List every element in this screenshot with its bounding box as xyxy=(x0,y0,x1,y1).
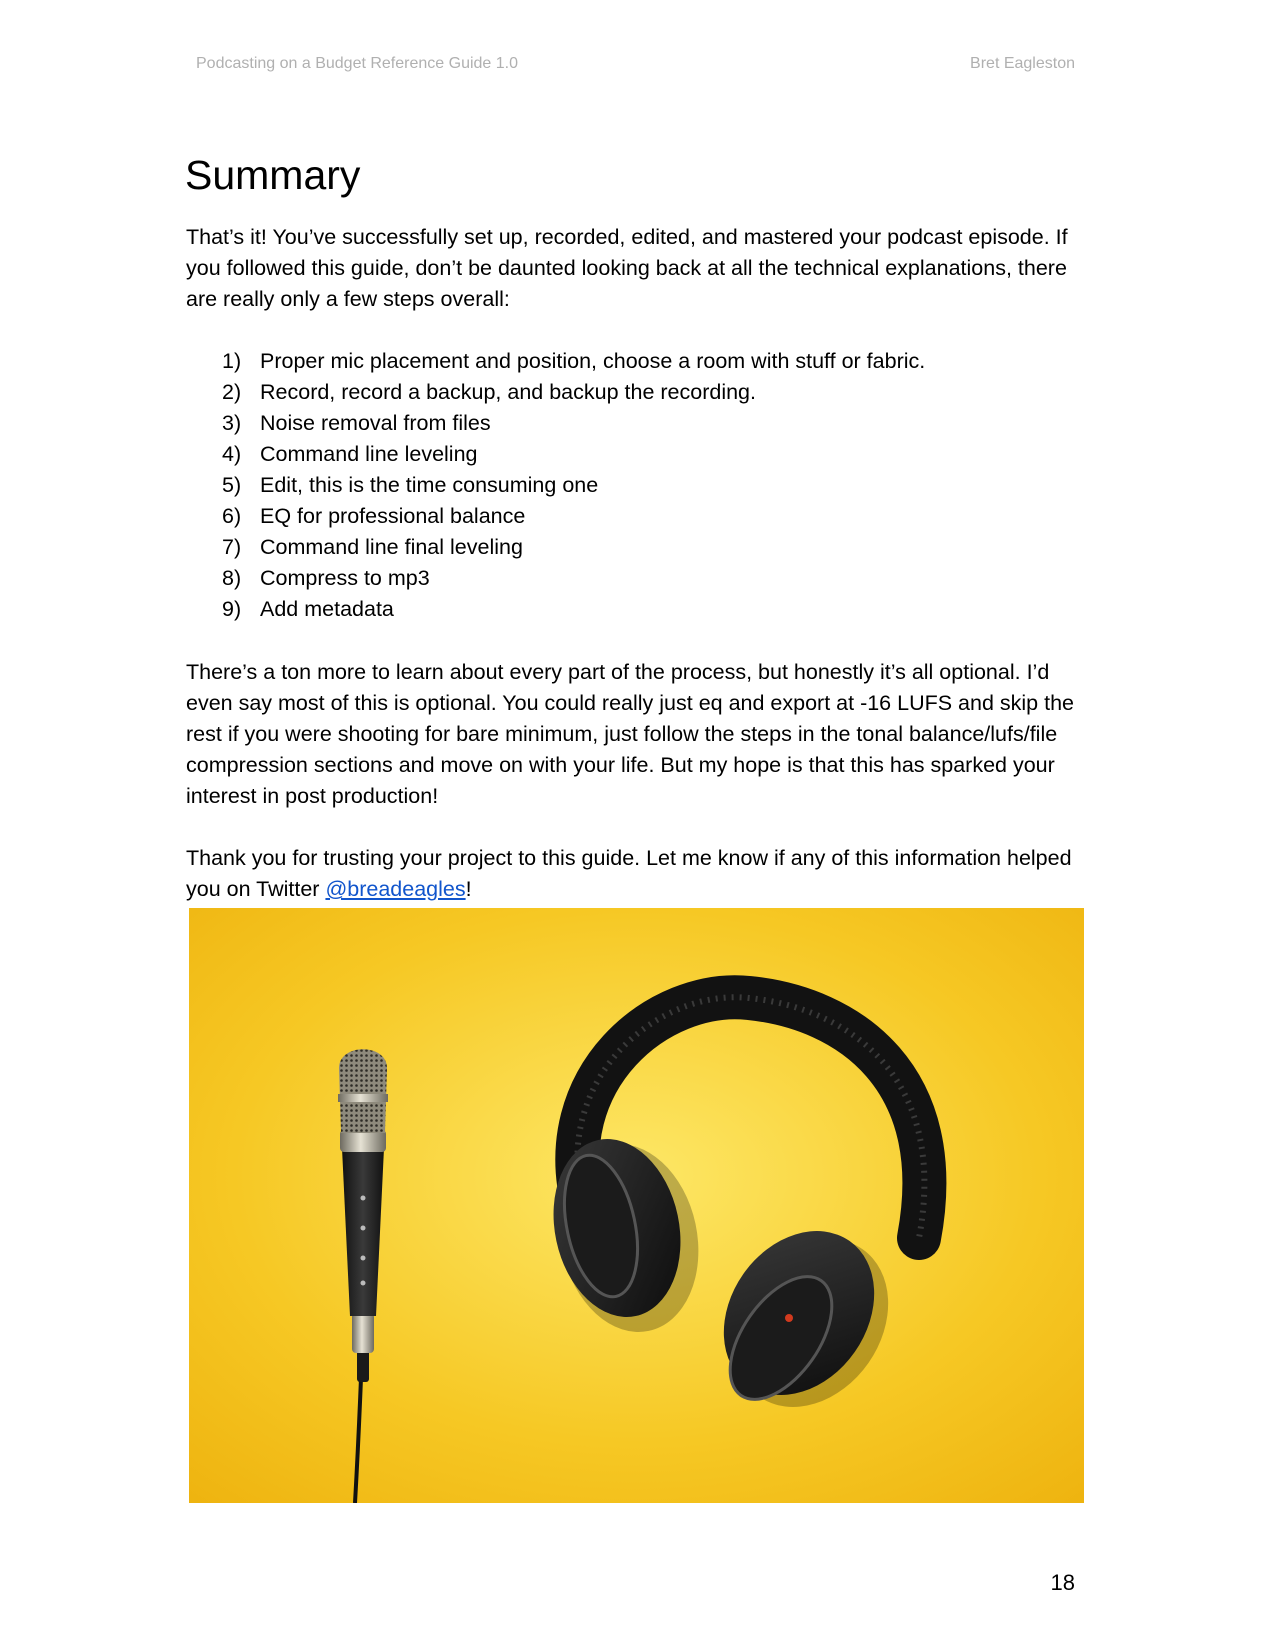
list-item xyxy=(222,501,925,532)
list-item xyxy=(222,470,925,501)
list-item xyxy=(222,408,925,439)
step-number: 3) xyxy=(222,411,242,435)
closing-paragraph: There’s a ton more to learn about every part of the process, but honestly it’s all optional. I’d even say most of this is optional. You could really just eq and export at -16 LUFS and skip the rest if you were shooting for bare minimum, just follow the steps in the tonal balance/lufs/file compression sections and move on with your life. But my hope is that this has sparked your interest in post production! xyxy=(186,660,1074,808)
step-number: 5) xyxy=(222,473,242,497)
intro-paragraph: That’s it! You’ve successfully set up, recorded, edited, and mastered your podcast episode. If you followed this guide, don’t be daunted looking back at all the technical explanations, there are really only a few steps overall: xyxy=(186,225,1068,311)
step-text: EQ for professional balance xyxy=(260,504,526,528)
page-title: Summary xyxy=(185,152,361,198)
step-text: Compress to mp3 xyxy=(260,566,430,590)
list-item xyxy=(222,532,925,563)
thanks-exclamation: ! xyxy=(465,877,472,901)
step-number: 2) xyxy=(222,380,242,404)
running-header-title: Podcasting on a Budget Reference Guide 1.0 xyxy=(196,55,518,72)
step-text: Record, record a backup, and backup the recording. xyxy=(260,380,756,404)
step-number: 8) xyxy=(222,566,242,590)
step-number: 7) xyxy=(222,535,242,559)
microphone-headphones-photo xyxy=(189,908,1084,1503)
list-item xyxy=(222,563,925,594)
thanks-paragraph xyxy=(186,843,1086,905)
step-text: Noise removal from files xyxy=(260,411,491,435)
list-item xyxy=(222,594,925,625)
list-item xyxy=(222,439,925,470)
step-number: 6) xyxy=(222,504,242,528)
thanks-text: Thank you for trusting your project to this guide. Let me know if any of this information helped you on Twitter xyxy=(186,846,1072,901)
twitter-handle-link[interactable]: @breadeagles xyxy=(325,877,466,901)
page-number: 18 xyxy=(1050,1570,1075,1595)
step-text: Edit, this is the time consuming one xyxy=(260,473,599,497)
step-number: 1) xyxy=(222,349,242,373)
list-item xyxy=(222,377,925,408)
steps-list xyxy=(222,346,925,625)
step-text: Command line leveling xyxy=(260,442,478,466)
step-text: Command line final leveling xyxy=(260,535,523,559)
running-header-author: Bret Eagleston xyxy=(970,55,1075,72)
step-number: 4) xyxy=(222,442,242,466)
step-number: 9) xyxy=(222,597,242,621)
photo-illustration xyxy=(189,908,1084,1503)
step-text: Add metadata xyxy=(260,597,394,621)
list-item xyxy=(222,346,925,377)
step-text: Proper mic placement and position, choose a room with stuff or fabric. xyxy=(260,349,926,373)
